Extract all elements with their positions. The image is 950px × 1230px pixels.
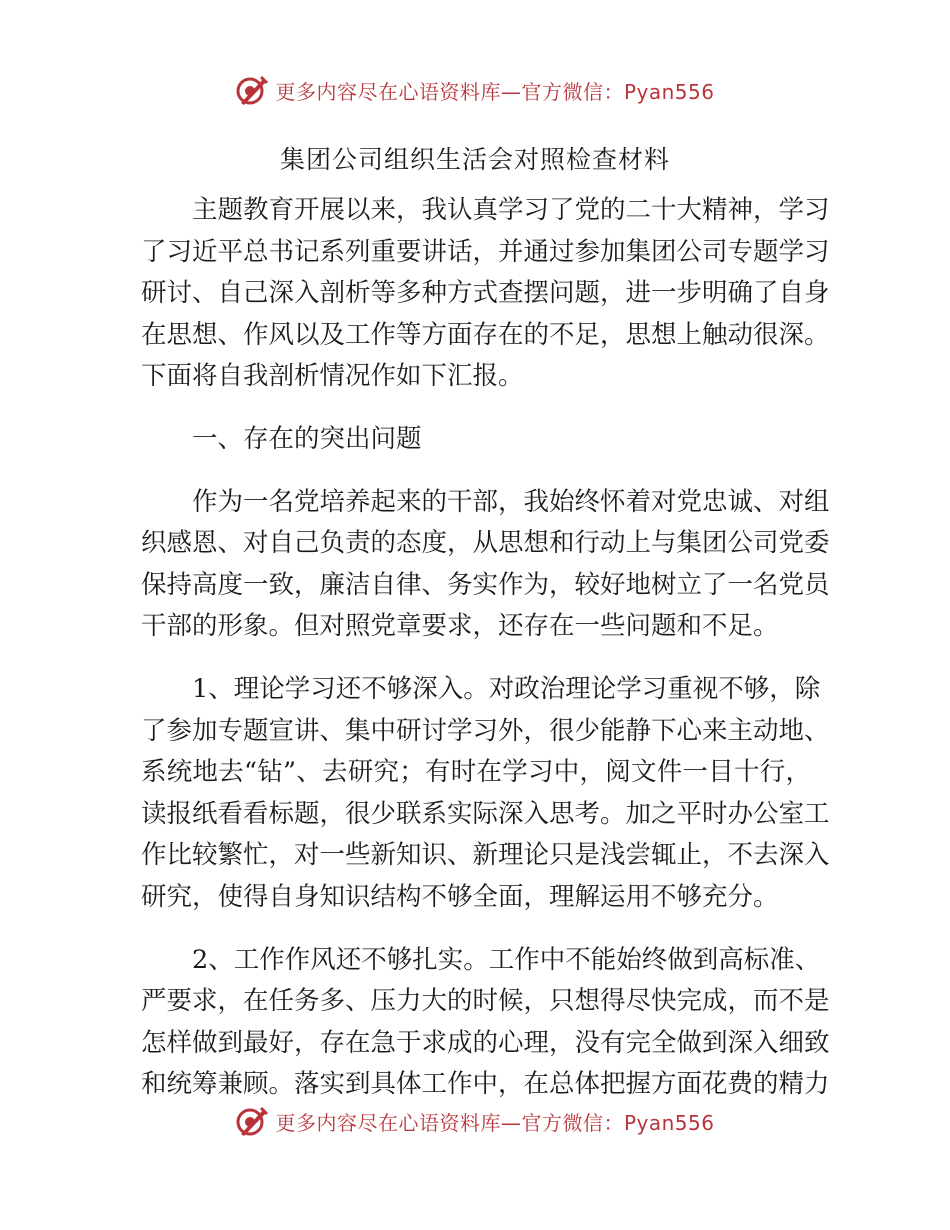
text-line: 2、工作作风还不够扎实。工作中不能始终做到高标准、 [192, 944, 821, 975]
text-line: 和统筹兼顾。落实到具体工作中，在总体把握方面花费的精力 [141, 1069, 830, 1100]
paragraph-intro [141, 190, 830, 398]
text-line: 1、理论学习还不够深入。对政治理论学习重视不够，除 [192, 673, 821, 704]
text-line: 系统地去“钻”、去研究；有时在学习中，阅文件一目十行， [141, 757, 811, 788]
text-line: 作比较繁忙，对一些新知识、新理论只是浅尝辄止，不去深入 [141, 840, 830, 871]
paragraph-point-1 [141, 669, 830, 919]
footer-watermark-banner [0, 1101, 950, 1141]
header-watermark-banner [0, 70, 950, 110]
text-line: 织感恩、对自己负责的态度，从思想和行动上与集团公司党委 [141, 528, 830, 559]
text-line: 作为一名党培养起来的干部，我始终怀着对党忠诚、对组 [192, 486, 830, 517]
section-heading [141, 419, 811, 461]
text-line: 在思想、作风以及工作等方面存在的不足，思想上触动很深。 [141, 319, 830, 350]
paragraph-overview [141, 482, 830, 648]
document-body [141, 190, 830, 1127]
text-line: 主题教育开展以来，我认真学习了党的二十大精神，学习 [192, 195, 830, 225]
document-title: 集团公司组织生活会对照检查材料 [279, 145, 670, 174]
text-line: 研究，使得自身知识结构不够全面，理解运用不够充分。 [141, 881, 779, 912]
text-line: 严要求，在任务多、压力大的时候，只想得尽快完成，而不是 [141, 986, 830, 1017]
text-line: 了参加专题宣讲、集中研讨学习外，很少能静下心来主动地、 [141, 715, 830, 746]
text-line: 了习近平总书记系列重要讲话，并通过参加集团公司专题学习 [141, 236, 830, 267]
banner-text: 更多内容尽在心语资料库—官方微信：Pyan556 [275, 1110, 715, 1135]
text-line: 下面将自我剖析情况作如下汇报。 [141, 361, 524, 392]
banner-text: 更多内容尽在心语资料库—官方微信：Pyan556 [275, 79, 715, 104]
text-line: 读报纸看看标题，很少联系实际深入思考。加之平时办公室工 [141, 798, 830, 829]
pen-logo-icon [235, 73, 269, 107]
text-line: 一、存在的突出问题 [192, 423, 422, 454]
text-line: 干部的形象。但对照党章要求，还存在一些问题和不足。 [141, 611, 779, 642]
paragraph-point-2 [141, 940, 830, 1106]
pen-logo-icon [235, 1104, 269, 1138]
text-line: 研讨、自己深入剖析等多种方式查摆问题，进一步明确了自身 [141, 278, 830, 309]
text-line: 怎样做到最好，存在急于求成的心理，没有完全做到深入细致 [141, 1027, 830, 1058]
text-line: 保持高度一致，廉洁自律、务实作为，较好地树立了一名党员 [141, 569, 830, 600]
